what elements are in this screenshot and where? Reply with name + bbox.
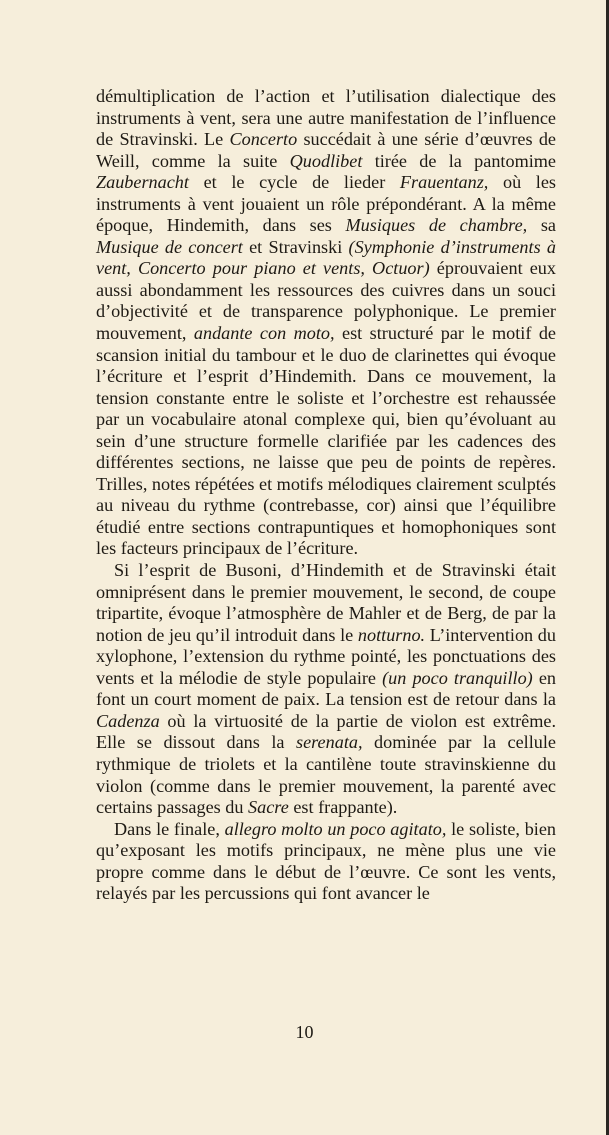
italic-run: Sacre	[248, 797, 289, 818]
text-run: où les instruments à vent jouaient un rôle prépondérant. A la même époque, Hindemith, dans ses	[96, 172, 556, 236]
text-run: succédait à une série d’œuvres de Weill, comme la suite	[96, 129, 556, 171]
text-run: Si l’esprit de Busoni, d’Hindemith et de Stravinski était omniprésent dans le premier mouvement, le second, de coupe tripartite, évoque l’atmosphère de Mahler et de Berg, de par la notion de jeu qu’il introduit dans le	[96, 560, 556, 645]
text-run: sa	[527, 215, 556, 236]
italic-run: andante con moto,	[193, 323, 335, 344]
text-run: où la virtuosité de la partie de violon est extrême. Elle se dissout dans la	[96, 710, 556, 753]
italic-run: serenata,	[296, 732, 363, 753]
text-run: tirée de la pantomime	[362, 150, 556, 171]
italic-run: Concerto	[229, 129, 298, 150]
text-run: Dans le finale,	[114, 818, 225, 839]
text-run: et le cycle de lieder	[188, 172, 400, 193]
text-run: démultiplication de l’action et l’utilisation dialectique des instruments à vent, sera une autre manifestation de l’influence de Stravinski. Le	[96, 86, 556, 150]
italic-run: Frauentanz,	[399, 172, 489, 193]
paragraph-3	[96, 819, 556, 905]
italic-run: Musiques de chambre,	[345, 215, 528, 236]
paragraph-1	[96, 86, 556, 560]
italic-run: (un poco tranquillo)	[382, 667, 533, 688]
text-run: éprouvaient eux aussi abondamment les ressources des cuivres dans un souci d’objectivité et de transparence polyphonique. Le premier mouvement,	[96, 258, 556, 344]
text-run: le soliste, bien qu’exposant les motifs principaux, ne mène plus une vie propre comme dans le début de l’œuvre. Ce sont les vents, relayés par les percussions qui font avancer le	[96, 818, 557, 904]
italic-run: notturno.	[357, 624, 426, 645]
text-run: et Stravinski	[242, 236, 349, 257]
italic-run: Musique de concert	[96, 236, 243, 257]
text-run: est structuré par le motif de scansion initial du tambour et le duo de clarinettes qui évoque l’écriture et l’esprit d’Hindemith. Dans ce mouvement, la tension constante entre le soliste et l’orchestre est rehaussée par un vocabulaire atonal complexe qui, bien qu’évoluant au sein d’une structure formelle clarifiée par les cadences des différentes sections, ne laisse que peu de points de repères. Trilles, notes répétées et motifs mélodiques clairement sculptés au niveau du rythme (contrebasse, cor) ainsi que l’équilibre étudié entre sections contrapuntiques et homophoniques sont les facteurs principaux de l’écriture.	[96, 323, 557, 559]
italic-run: Quodlibet	[289, 150, 363, 171]
text-run: en font un court moment de paix. La tension est de retour dans la	[96, 667, 556, 710]
italic-run: Cadenza	[96, 710, 160, 731]
body-text	[96, 86, 556, 905]
text-run: dominée par la cellule rythmique de triolets et la cantilène toute stravinskienne du violon (comme dans le premier mouvement, la parenté avec certains passages du	[96, 732, 556, 818]
text-run: est frappante).	[288, 797, 398, 818]
italic-run: Zaubernacht	[96, 172, 189, 193]
page-number: 10	[295, 1022, 314, 1042]
italic-run: (Symphonie d’instruments à vent, Concerto pour piano et vents, Octuor)	[96, 236, 557, 279]
italic-run: allegro molto un poco agitato,	[224, 818, 447, 839]
paragraph-2	[96, 560, 556, 819]
text-run: L’intervention du xylophone, l’extension du rythme pointé, les ponctuations des vents et la mélodie de style populaire	[96, 624, 556, 688]
